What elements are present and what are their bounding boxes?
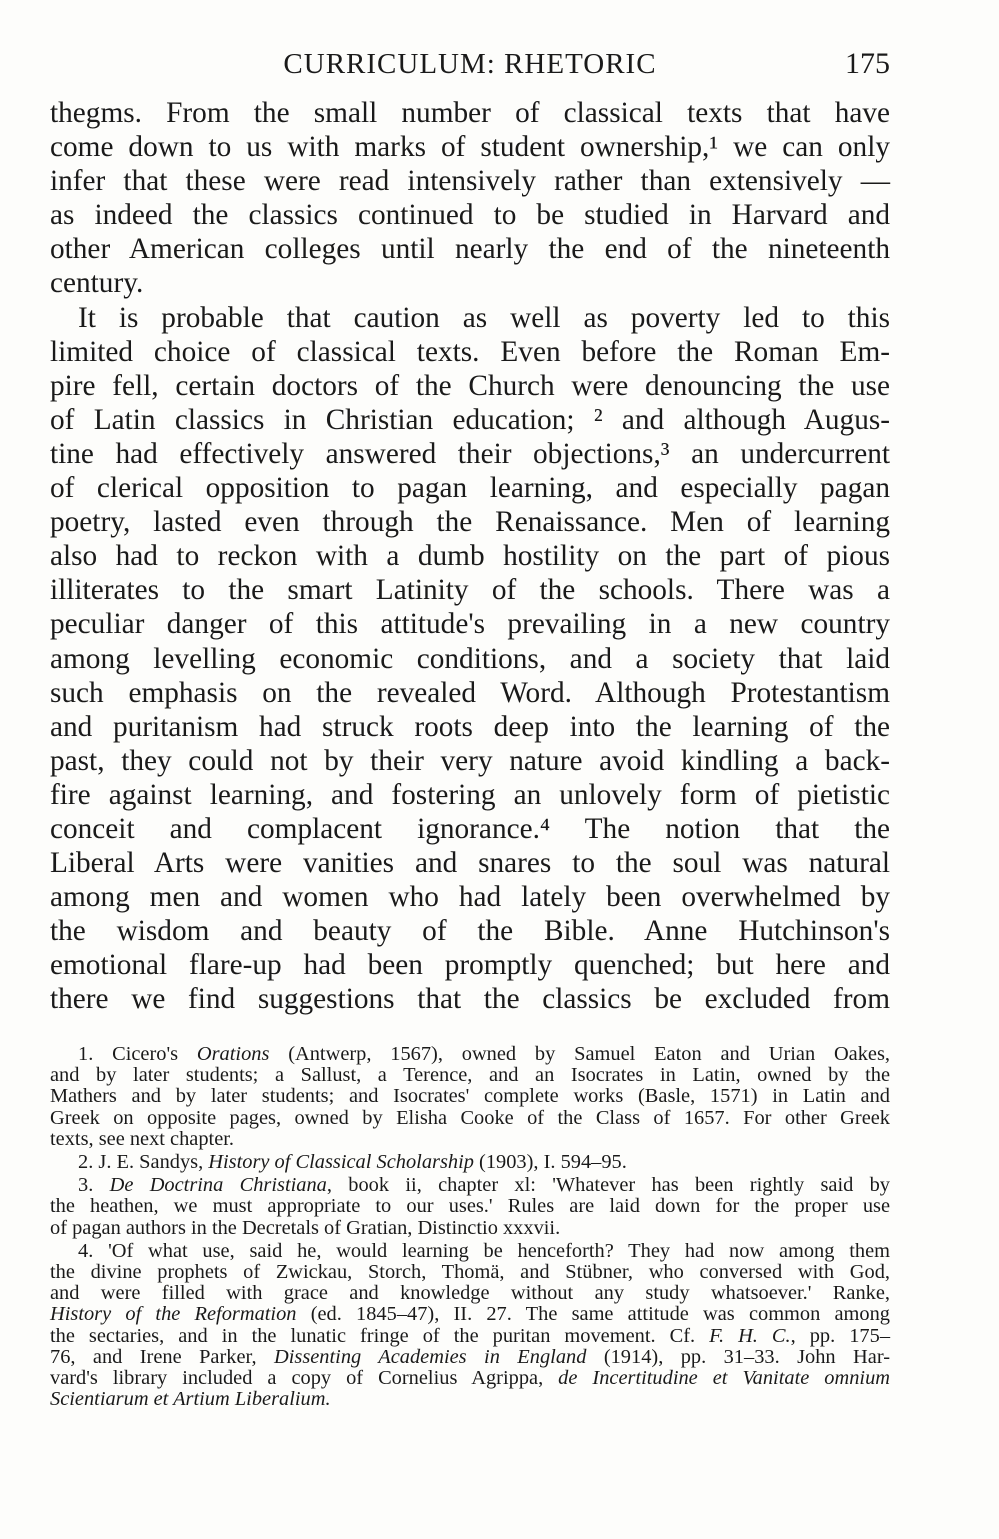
body-line: limited choice of classical texts. Even before the Roman Em- [50, 335, 890, 368]
footnote-text: 2. J. E. Sandys, [78, 1151, 209, 1174]
footnote-3-line: the heathen, we must appropriate to our uses.' Rules are laid down for the proper use [50, 1195, 890, 1218]
footnote-4-line: the divine prophets of Zwickau, Storch, Thomä, and Stübner, who conversed with God, [50, 1261, 890, 1284]
footnote-title: Orations [196, 1043, 270, 1065]
body-line: poetry, lasted even through the Renaissance. Men of learning [50, 506, 890, 539]
footnote-text: (ed. 1845–47), II. 27. The same attitude was common among [296, 1303, 890, 1326]
footnote-text: , book ii, chapter xl: 'Whatever has been rightly said by [326, 1174, 890, 1197]
footnote-1-line: Mathers and by later students; and Isocrates' complete works (Basle, 1571) in Latin and [50, 1085, 890, 1108]
body-line: such emphasis on the revealed Word. Although Protestantism [50, 676, 890, 709]
body-line: past, they could not by their very nature avoid kindling a back- [50, 744, 890, 777]
footnote-1-line [50, 1044, 890, 1065]
footnote-title: Dissenting Academies in England [274, 1345, 587, 1368]
body-line: the wisdom and beauty of the Bible. Anne Hutchinson's [50, 915, 890, 948]
body-line: thegms. From the small number of classical texts that have [50, 97, 890, 129]
footnote-1-line: Greek on opposite pages, owned by Elisha Cooke of the Class of 1657. For other Greek [50, 1106, 890, 1129]
footnote-text: (Antwerp, 1567), owned by Samuel Eaton and Urian Oakes, [269, 1043, 891, 1065]
footnote-title: de Incertitudine et Vanitate omnium [558, 1367, 890, 1390]
running-title: CURRICULUM: RHETORIC [283, 48, 657, 80]
body-line: infer that these were read intensively rather than extensively — [50, 165, 890, 198]
footnote-text: 1. Cicero's [78, 1043, 197, 1065]
footnote-text: 76, and Irene Parker, [50, 1345, 274, 1368]
footnote-3-line: of pagan authors in the Decretals of Gratian, Distinctio xxxvii. [50, 1216, 561, 1239]
footnote-4-line [50, 1347, 890, 1368]
footnote-title: F. H. C. [709, 1324, 791, 1347]
footnotes [50, 1044, 890, 1410]
footnote-2-line [50, 1152, 890, 1173]
body-line: Liberal Arts were vanities and snares to the soul was natural [50, 847, 890, 880]
body-line: among men and women who had lately been overwhelmed by [50, 881, 890, 914]
footnote-title: De Doctrina Christiana [109, 1174, 327, 1197]
footnote-text: 3. [78, 1174, 110, 1197]
footnote-text: (1903), I. 594–95. [473, 1151, 627, 1174]
body-line: pire fell, certain doctors of the Church were denouncing the use [50, 369, 890, 402]
footnote-title: History of the Reformation [50, 1303, 297, 1326]
body-line: other American colleges until nearly the end of the nineteenth [50, 233, 890, 266]
body-line: there we find suggestions that the classics be excluded from [50, 983, 890, 1016]
footnote-text: (1914), pp. 31–33. John Har- [586, 1345, 891, 1368]
footnote-4-line [50, 1304, 890, 1325]
body-line: emotional flare-up had been promptly quenched; but here and [50, 949, 890, 982]
footnote-text: vard's library included a copy of Cornelius Agrippa, [50, 1367, 559, 1390]
body-line: as indeed the classics continued to be studied in Harvard and [50, 199, 890, 232]
footnote-3-line [50, 1175, 890, 1196]
footnote-4-line: Scientiarum et Artium Liberalium. [50, 1388, 331, 1411]
body-line: come down to us with marks of student ownership,¹ we can only [50, 131, 890, 164]
footnote-1-line: texts, see next chapter. [50, 1127, 235, 1150]
footnote-text: , pp. 175– [790, 1324, 891, 1347]
footnote-4-line [50, 1368, 890, 1389]
footnote-title: History of Classical Scholarship [208, 1151, 474, 1174]
body-line: of Latin classics in Christian education; ² and although Augus- [50, 403, 890, 436]
body-line: It is probable that caution as well as poverty led to this [78, 301, 890, 334]
footnote-4-line: 4. 'Of what use, said he, would learning be henceforth? They had now among them [78, 1239, 890, 1262]
body-text [50, 96, 890, 1017]
body-line: and puritanism had struck roots deep into the learning of the [50, 710, 890, 743]
body-line: tine had effectively answered their objections,³ an undercurrent [50, 437, 890, 470]
body-line: fire against learning, and fostering an unlovely form of pietistic [50, 778, 890, 811]
body-line: century. [50, 267, 144, 300]
body-line: also had to reckon with a dumb hostility on the part of pious [50, 540, 890, 573]
body-line: among levelling economic conditions, and a society that laid [50, 642, 890, 675]
footnote-4-line: and were filled with grace and knowledge without any study whatsoever.' Ranke, [50, 1282, 890, 1305]
footnote-text: the sectaries, and in the lunatic fringe of the puritan movement. Cf. [50, 1324, 710, 1347]
footnote-1-line: and by later students; a Sallust, a Terence, and an Isocrates in Latin, owned by the [50, 1064, 890, 1087]
body-line: peculiar danger of this attitude's prevailing in a new country [50, 608, 890, 641]
footnote-4-line [50, 1326, 890, 1347]
body-line: conceit and complacent ignorance.⁴ The notion that the [50, 812, 890, 845]
page-number: 175 [845, 47, 890, 80]
running-head [50, 44, 890, 84]
body-line: of clerical opposition to pagan learning, and especially pagan [50, 472, 890, 505]
body-line: illiterates to the smart Latinity of the schools. There was a [50, 574, 890, 607]
